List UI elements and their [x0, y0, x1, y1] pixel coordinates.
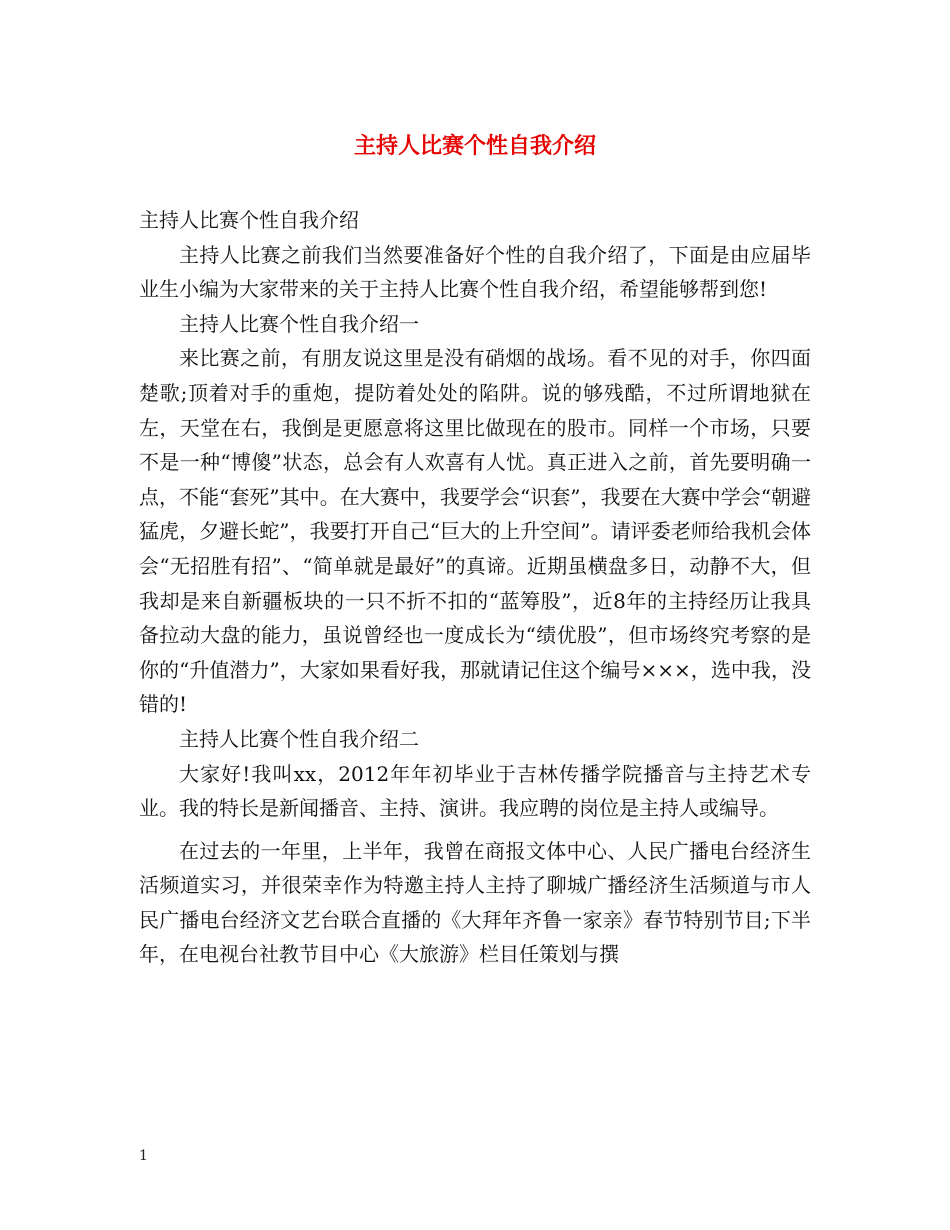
- document-subtitle: 主持人比赛个性自我介绍: [139, 208, 359, 232]
- page-number: 1: [139, 1148, 148, 1164]
- document-body: [139, 203, 811, 972]
- intro-paragraph: 主持人比赛之前我们当然要准备好个性的自我介绍了，下面是由应届毕业生小编为大家带来的关于主持人比赛个性自我介绍，希望能够帮到您!: [139, 242, 811, 302]
- section-one-paragraph: 来比赛之前，有朋友说这里是没有硝烟的战场。看不见的对手，你四面楚歌;顶着对手的重炮，提防着处处的陷阱。说的够残酷，不过所谓地狱在左，天堂在右，我倒是更愿意将这里比做现在的股市。同样一个市场，只要不是一种“博傻”状态，总会有人欢喜有人忧。真正进入之前，首先要明确一点，不能“套死”其中。在大赛中，我要学会“识套”，我要在大赛中学会“朝避猛虎，夕避长蛇”，我要打开自己“巨大的上升空间”。请评委老师给我机会体会“无招胜有招”、“简单就是最好”的真谛。近期虽横盘多日，动静不大，但我却是来自新疆板块的一只不折不扣的“蓝筹股”，近8年的主持经历让我具备拉动大盘的能力，虽说曾经也一度成长为“绩优股”，但市场终究考察的是你的“升值潜力”，大家如果看好我，那就请记住这个编号×××，选中我，没错的!: [139, 346, 811, 717]
- section-two-paragraph-one: 大家好!我叫xx，2012年年初毕业于吉林传播学院播音与主持艺术专业。我的特长是新闻播音、主持、演讲。我应聘的岗位是主持人或编导。: [139, 761, 811, 821]
- section-two-paragraph-two: 在过去的一年里，上半年，我曾在商报文体中心、人民广播电台经济生活频道实习，并很荣幸作为特邀主持人主持了聊城广播经济生活频道与市人民广播电台经济文艺台联合直播的《大拜年齐鲁一家亲》春节特别节目;下半年，在电视台社教节目中心《大旅游》栏目任策划与撰: [139, 838, 811, 967]
- document-title: 主持人比赛个性自我介绍: [353, 133, 596, 159]
- section-heading-two: 主持人比赛个性自我介绍二: [179, 726, 419, 751]
- section-heading-one: 主持人比赛个性自我介绍一: [179, 311, 419, 336]
